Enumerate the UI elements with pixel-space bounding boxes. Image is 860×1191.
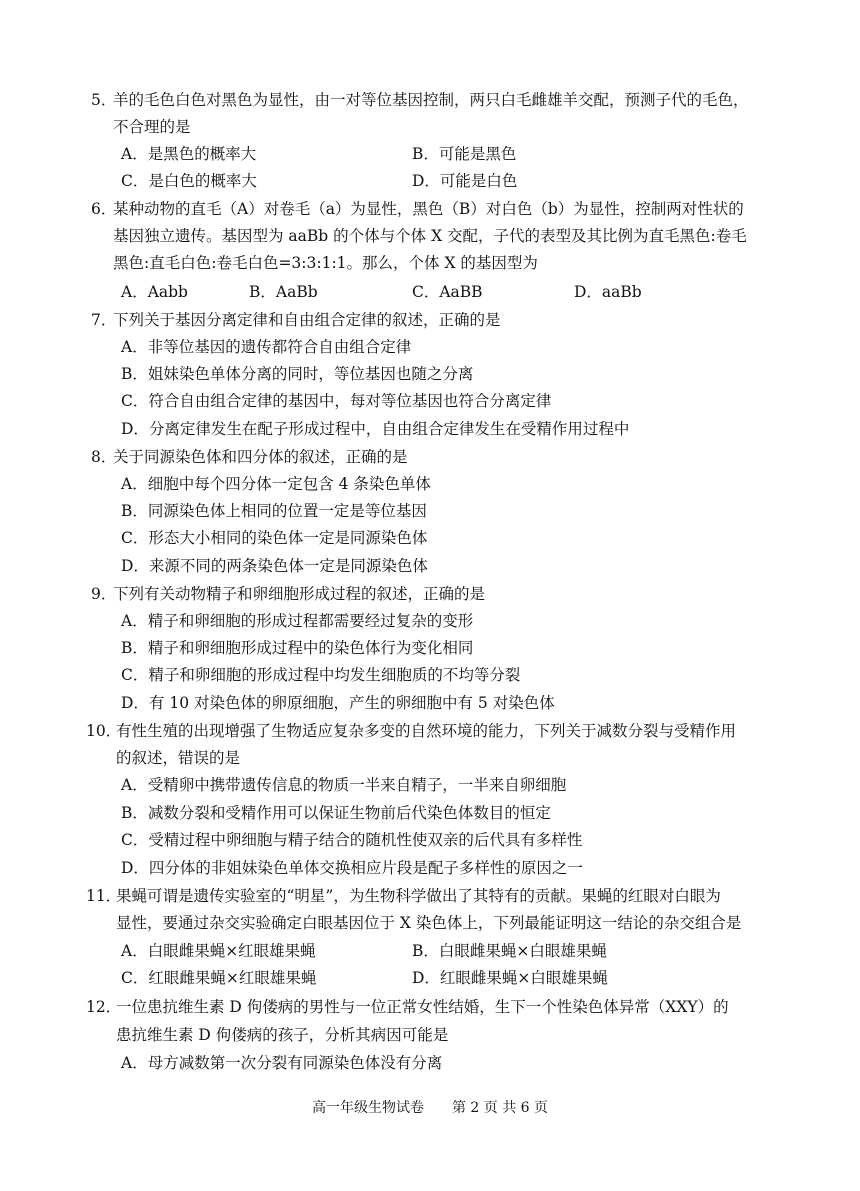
question-number: 7． bbox=[91, 311, 117, 329]
option-a: A．细胞中每个四分体一定包含 4 条染色单体 bbox=[121, 475, 431, 493]
option-d: D．来源不同的两条染色体一定是同源染色体 bbox=[121, 557, 428, 575]
option-c: C．形态大小相同的染色体一定是同源染色体 bbox=[121, 529, 428, 547]
option-c: C．精子和卵细胞的形成过程中均发生细胞质的不均等分裂 bbox=[121, 666, 521, 684]
option-d: D．分离定律发生在配子形成过程中，自由组合定律发生在受精作用过程中 bbox=[121, 420, 630, 438]
question-text-line: 黑色:直毛白色:卷毛白色=3:3:1:1。那么，个体 X 的基因型为 bbox=[113, 254, 538, 272]
option-b: B．减数分裂和受精作用可以保证生物前后代染色体数目的恒定 bbox=[121, 804, 551, 822]
option-b: B．精子和卵细胞形成过程中的染色体行为变化相同 bbox=[121, 639, 474, 657]
question-number: 6． bbox=[91, 200, 117, 218]
option-a: A．精子和卵细胞的形成过程都需要经过复杂的变形 bbox=[121, 612, 474, 630]
option-c: C．是白色的概率大 bbox=[121, 172, 257, 190]
option-c: C．受精过程中卵细胞与精子结合的随机性使双亲的后代具有多样性 bbox=[121, 831, 583, 849]
option-a: A．Aabb bbox=[121, 283, 188, 301]
question-text-line: 羊的毛色白色对黑色为显性，由一对等位基因控制，两只白毛雌雄羊交配，预测子代的毛色， bbox=[113, 91, 749, 109]
question-text-line: 下列关于基因分离定律和自由组合定律的叙述，正确的是 bbox=[113, 311, 501, 329]
option-a: A．是黑色的概率大 bbox=[121, 145, 257, 163]
question-number: 10． bbox=[86, 722, 122, 740]
option-b: B．同源染色体上相同的位置一定是等位基因 bbox=[121, 502, 427, 520]
question-text-line: 关于同源染色体和四分体的叙述，正确的是 bbox=[113, 448, 408, 466]
question-number: 11． bbox=[86, 887, 122, 905]
question-text-line: 下列有关动物精子和卵细胞形成过程的叙述，正确的是 bbox=[113, 585, 486, 603]
question-number: 9． bbox=[91, 585, 117, 603]
option-b: B．白眼雌果蝇×白眼雄果蝇 bbox=[412, 942, 607, 960]
option-b: B．姐妹染色单体分离的同时，等位基因也随之分离 bbox=[121, 365, 474, 383]
question-number: 5． bbox=[91, 91, 117, 109]
question-number: 8． bbox=[91, 448, 117, 466]
option-d: D．红眼雌果蝇×白眼雄果蝇 bbox=[412, 969, 608, 987]
option-a: A．白眼雌果蝇×红眼雄果蝇 bbox=[121, 942, 316, 960]
option-c: C．AaBB bbox=[412, 283, 483, 301]
option-a: A．非等位基因的遗传都符合自由组合定律 bbox=[121, 338, 412, 356]
option-b: B．可能是黑色 bbox=[412, 145, 517, 163]
option-c: C．红眼雌果蝇×红眼雄果蝇 bbox=[121, 969, 317, 987]
question-text-line: 一位患抗维生素 D 佝偻病的男性与一位正常女性结婚，生下一个性染色体异常（XXY）的 bbox=[116, 998, 729, 1016]
page-footer: 高一年级生物试卷 第 2 页 共 6 页 bbox=[311, 1100, 549, 1116]
option-d: D．四分体的非姐妹染色单体交换相应片段是配子多样性的原因之一 bbox=[121, 859, 583, 877]
option-d: D．可能是白色 bbox=[412, 172, 518, 190]
question-text-line: 患抗维生素 D 佝偻病的孩子，分析其病因可能是 bbox=[116, 1026, 449, 1044]
option-d: D．aaBb bbox=[574, 283, 642, 301]
option-d: D．有 10 对染色体的卵原细胞，产生的卵细胞中有 5 对染色体 bbox=[121, 694, 555, 712]
question-text-line: 基因独立遗传。基因型为 aaBb 的个体与个体 X 交配，子代的表型及其比例为直毛黑色:卷毛 bbox=[113, 227, 747, 245]
question-number: 12． bbox=[86, 998, 122, 1016]
option-b: B．AaBb bbox=[249, 283, 318, 301]
question-text-line: 的叙述，错误的是 bbox=[116, 749, 241, 767]
option-a: A．母方减数第一次分裂有同源染色体没有分离 bbox=[121, 1054, 443, 1072]
option-a: A．受精卵中携带遗传信息的物质一半来自精子，一半来自卵细胞 bbox=[121, 776, 567, 794]
question-text-line: 有性生殖的出现增强了生物适应复杂多变的自然环境的能力，下列关于减数分裂与受精作用 bbox=[116, 722, 737, 740]
question-text-line: 某种动物的直毛（A）对卷毛（a）为显性，黑色（B）对白色（b）为显性，控制两对性状的 bbox=[113, 200, 744, 218]
question-text-line: 显性，要通过杂交实验确定白眼基因位于 X 染色体上，下列最能证明这一结论的杂交组合是 bbox=[116, 914, 742, 932]
question-text-line: 果蝇可谓是遗传实验室的“明星”，为生物科学做出了其特有的贡献。果蝇的红眼对白眼为 bbox=[116, 887, 721, 905]
question-text-line: 不合理的是 bbox=[113, 118, 191, 136]
option-c: C．符合自由组合定律的基因中，每对等位基因也符合分离定律 bbox=[121, 392, 552, 410]
